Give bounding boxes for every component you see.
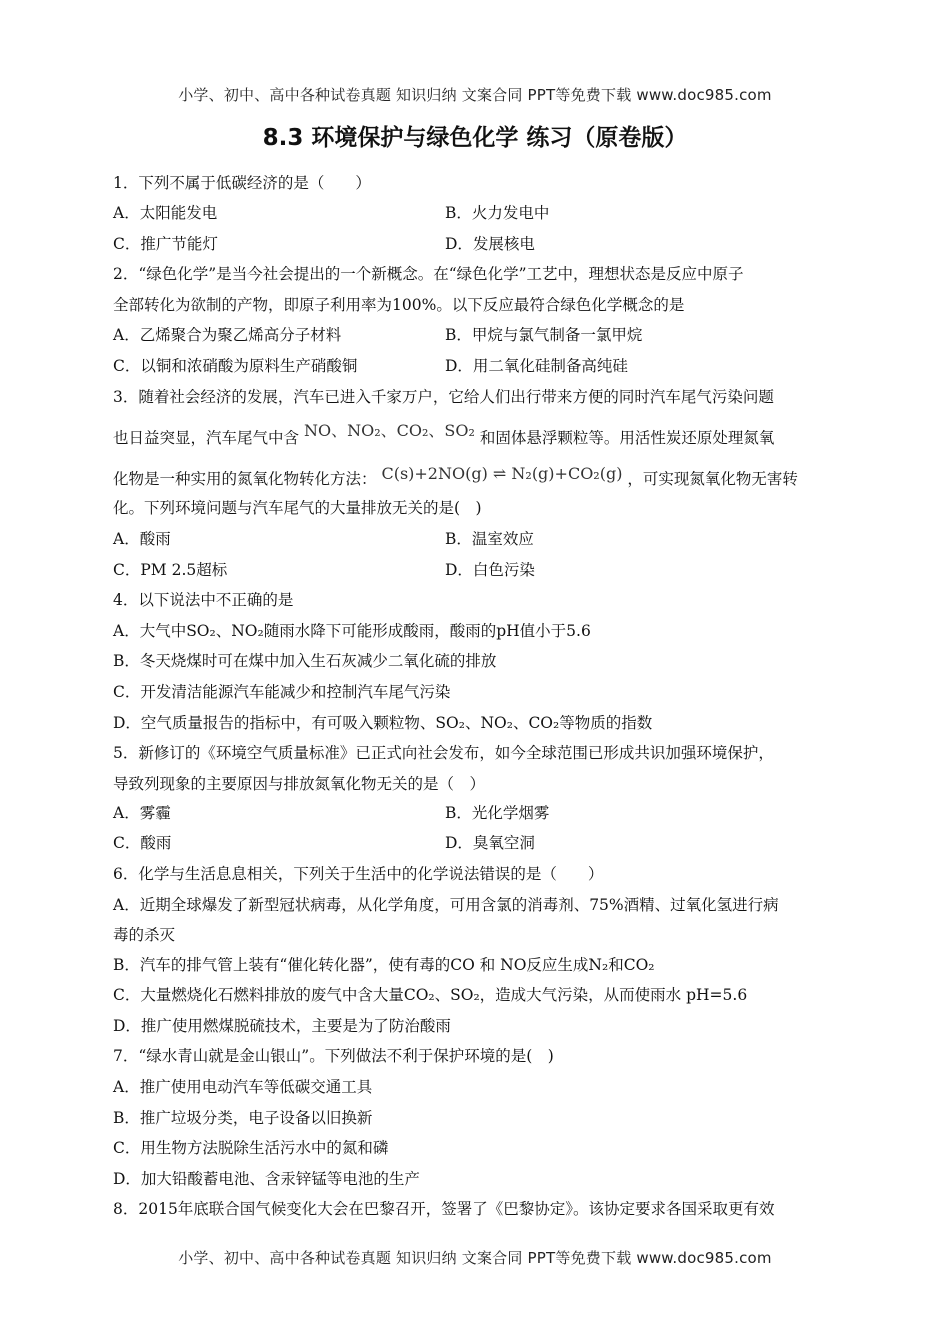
q7-option-d: D．加大铅酸蓄电池、含汞锌锰等电池的生产 [113,1170,420,1188]
q3-option-c: C．PM 2.5超标 [113,561,228,579]
q2-stem-line1: 2．“绿色化学”是当今社会提出的一个新概念。在“绿色化学”工艺中，理想状态是反应中原子 [113,265,744,283]
q2-option-d: D．用二氧化硅制备高纯硅 [445,357,628,375]
q1-option-d: D．发展核电 [445,235,535,253]
q6-option-a-line2: 毒的杀灭 [113,926,176,944]
header-banner: 小学、初中、高中各种试卷真题 知识归纳 文案合同 PPT等免费下载 www.doc985.com [178,86,772,104]
q5-option-c: C．酸雨 [113,834,172,852]
q3-stem-line1: 3．随着社会经济的发展，汽车已进入千家万户，它给人们出行带来方便的同时汽车尾气污染问题 [113,388,774,406]
q3-option-b: B．温室效应 [445,530,534,548]
q4-option-b: B．冬天烧煤时可在煤中加入生石灰减少二氧化硫的排放 [113,652,497,670]
q5-stem-line2: 导致列现象的主要原因与排放氮氧化物无关的是（ ） [113,775,486,793]
q2-option-c: C．以铜和浓硝酸为原料生产硝酸铜 [113,357,358,375]
q1-option-b: B．火力发电中 [445,204,550,222]
q3-stem-line2-start: 也日益突显，汽车尾气中含 [113,429,300,447]
q2-option-a: A．乙烯聚合为聚乙烯高分子材料 [113,326,342,344]
q6-option-d: D．推广使用燃煤脱硫技术，主要是为了防治酸雨 [113,1017,451,1035]
q3-stem-line2-end: 和固体悬浮颗粒等。用活性炭还原处理氮氧 [479,429,775,447]
footer-banner: 小学、初中、高中各种试卷真题 知识归纳 文案合同 PPT等免费下载 www.doc985.com [178,1249,772,1267]
q7-option-c: C．用生物方法脱除生活污水中的氮和磷 [113,1139,389,1157]
q7-option-a: A．推广使用电动汽车等低碳交通工具 [113,1078,373,1096]
q5-option-a: A．雾霾 [113,804,171,822]
q6-option-c: C．大量燃烧化石燃料排放的废气中含大量CO₂、SO₂，造成大气污染，从而使雨水 pH=5.6 [113,986,748,1004]
q6-option-a-line1: A．近期全球爆发了新型冠状病毒，从化学角度，可用含氯的消毒剂、75%酒精、过氧化氢进行病 [113,896,779,914]
q7-stem: 7．“绿水青山就是金山银山”。下列做法不利于保护环境的是( ) [113,1047,554,1065]
q3-option-d: D．白色污染 [445,561,535,579]
q4-option-d: D．空气质量报告的指标中，有可吸入颗粒物、SO₂、NO₂、CO₂等物质的指数 [113,714,653,732]
q8-stem-line1: 8．2015年底联合国气候变化大会在巴黎召开，签署了《巴黎协定》。该协定要求各国采取更有效 [113,1200,775,1218]
q3-stem-line3-start: 化物是一种实用的氮氧化物转化方法： [113,470,377,488]
q6-option-b: B．汽车的排气管上装有“催化转化器”，使有毒的CO 和 NO反应生成N₂和CO₂ [113,956,655,974]
q5-option-b: B．光化学烟雾 [445,804,550,822]
q5-option-d: D．臭氧空洞 [445,834,535,852]
q7-option-b: B．推广垃圾分类，电子设备以旧换新 [113,1109,373,1127]
q2-stem-line2: 全部转化为欲制的产物，即原子利用率为100%。以下反应最符合绿色化学概念的是 [113,296,685,314]
page-title: 8.3 环境保护与绿色化学 练习（原卷版） [262,125,688,151]
q3-gases-formula: NO、NO₂、CO₂、SO₂ [303,421,475,440]
q3-stem-line3 [113,464,798,489]
q6-stem: 6．化学与生活息息相关，下列关于生活中的化学说法错误的是（ ） [113,865,604,883]
q4-option-c: C．开发清洁能源汽车能减少和控制汽车尾气污染 [113,683,451,701]
q3-stem-line2 [113,421,775,448]
q4-option-a: A．大气中SO₂、NO₂随雨水降下可能形成酸雨，酸雨的pH值小于5.6 [113,622,591,640]
q3-stem-line4: 化。下列环境问题与汽车尾气的大量排放无关的是( ) [113,499,482,517]
q3-option-a: A．酸雨 [113,530,171,548]
q2-option-b: B．甲烷与氯气制备一氯甲烷 [445,326,643,344]
q5-stem-line1: 5．新修订的《环境空气质量标准》已正式向社会发布，如今全球范围已形成共识加强环境保护， [113,744,774,762]
q3-stem-line3-end: ，可实现氮氧化物无害转 [627,470,798,488]
q3-equation: C(s)+2NO(g) ⇌ N₂(g)+CO₂(g) [381,464,623,483]
q1-stem: 1．下列不属于低碳经济的是（ ） [113,174,371,192]
q1-option-c: C．推广节能灯 [113,235,218,253]
q4-stem: 4．以下说法中不正确的是 [113,591,294,609]
q1-option-a: A．太阳能发电 [113,204,218,222]
